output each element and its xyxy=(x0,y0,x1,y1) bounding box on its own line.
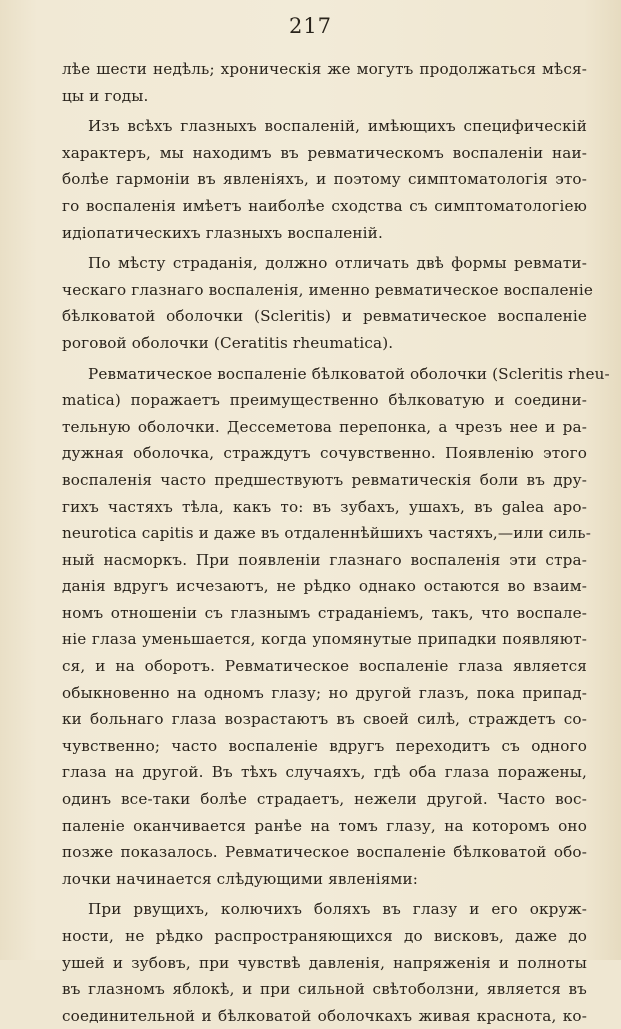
text-line: ки больнаго глаза возрастаютъ въ своей силѣ, страждетъ со- xyxy=(62,710,587,729)
text-line: идіопатическихъ глазныхъ воспаленій. xyxy=(62,223,383,242)
text-line: ся, и на оборотъ. Ревматическое воспаленіе глаза является xyxy=(62,657,587,676)
text-line: болѣе гармоніи въ явленіяхъ, и поэтому симптоматологія это- xyxy=(62,170,587,189)
text-line: въ глазномъ яблокѣ, и при сильной свѣтоболзни, является въ xyxy=(62,980,587,999)
text-line: бѣлковатой оболочки (Scleritis) и ревматическое воспаленіе xyxy=(62,307,587,326)
text-line: ческаго глазнаго воспаленія, именно ревматическое воспаленіе xyxy=(62,280,594,299)
text-line: данія вдругъ исчезаютъ, не рѣдко однако остаются во взаим- xyxy=(62,577,587,596)
text-line: цы и годы. xyxy=(62,86,149,105)
body-text xyxy=(62,56,610,1029)
text-line: номъ отношеніи съ глазнымъ страданіемъ, такъ, что воспале- xyxy=(62,603,587,622)
text-line: паленіе оканчивается ранѣе на томъ глазу, на которомъ оно xyxy=(62,816,587,835)
text-line: ный насморкъ. При появленіи глазнаго воспаленія эти стра- xyxy=(62,550,587,569)
text-line: Изъ всѣхъ глазныхъ воспаленій, имѣющихъ специфическій xyxy=(88,117,587,136)
text-line: matica) поражаетъ преимущественно бѣлковатую и соедини- xyxy=(62,391,587,410)
text-line: При рвущихъ, колючихъ боляхъ въ глазу и его окруж- xyxy=(88,900,587,919)
text-line: позже показалось. Ревматическое воспаленіе бѣлковатой обо- xyxy=(62,843,587,862)
text-line: глаза на другой. Въ тѣхъ случаяхъ, гдѣ оба глаза поражены, xyxy=(62,763,587,782)
text-line: ности, не рѣдко распространяющихся до висковъ, даже до xyxy=(62,927,587,945)
text-line: воспаленія часто предшествуютъ ревматическія боли въ дру- xyxy=(62,470,587,489)
text-line: обыкновенно на одномъ глазу; но другой глазъ, пока припад- xyxy=(62,683,587,702)
text-line: По мѣсту страданія, должно отличать двѣ формы ревмати- xyxy=(88,254,587,273)
text-line: neurotica capitis и даже въ отдаленнѣйшихъ частяхъ,—или силь- xyxy=(62,524,591,543)
text-line: чувственно; часто воспаленіе вдругъ переходитъ съ одного xyxy=(62,736,587,755)
text-line: тельную оболочки. Десcеметова перепонка, а чрезъ нее и ра- xyxy=(62,417,587,436)
text-line: лочки начинается слѣдующими явленіями: xyxy=(62,869,419,888)
text-line: ніе глаза уменьшается, когда упомянутые припадки появляют- xyxy=(62,630,587,649)
text-line: лѣе шести недѣль; хроническія же могутъ продолжаться мѣся- xyxy=(62,60,587,78)
text-line: соединительной и бѣлковатой оболочкахъ живая краснота, ко- xyxy=(62,1006,587,1025)
text-line: го воспаленія имѣетъ наиболѣе сходства съ симптоматологіею xyxy=(62,196,587,215)
text-line: Ревматическое воспаленіе бѣлковатой оболочки (Scleritis rheu- xyxy=(88,364,610,383)
text-line: ушей и зубовъ, при чувствѣ давленія, напряженія и полноты xyxy=(62,953,587,972)
text-line: роговой оболочки (Ceratitis rheumatica). xyxy=(62,333,394,352)
text-line: дужная оболочка, страждутъ сочувственно. Появленію этого xyxy=(62,444,587,463)
page-number: 217 xyxy=(288,14,333,38)
text-line: гихъ частяхъ тѣла, какъ то: въ зубахъ, ушахъ, въ galea apo- xyxy=(62,497,587,516)
text-line: одинъ все-таки болѣе страдаетъ, нежели другой. Часто вос- xyxy=(62,790,587,809)
text-line: характеръ, мы находимъ въ ревматическомъ воспаленіи наи- xyxy=(62,143,587,162)
